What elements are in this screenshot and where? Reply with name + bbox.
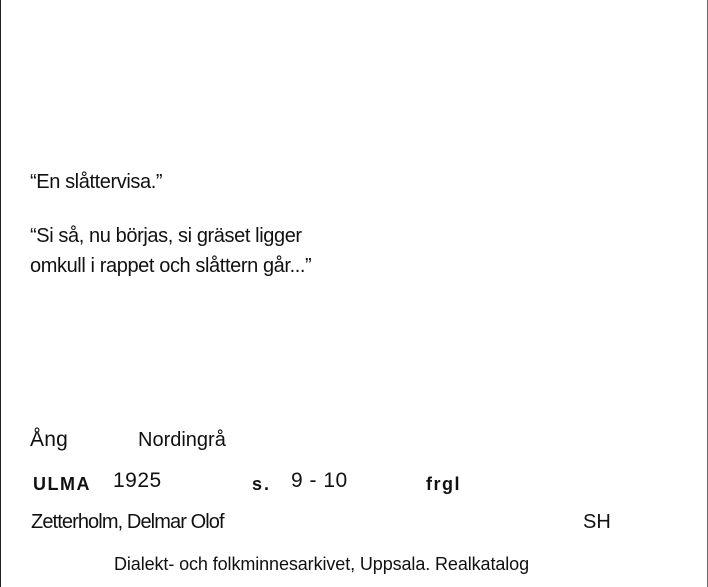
verse-line-1: “Si så, nu börjas, si gräset ligger — [30, 225, 302, 247]
archive-code: ULMA — [33, 474, 91, 494]
page-range: 9 - 10 — [291, 469, 348, 492]
card-left-edge — [0, 0, 1, 587]
card-title: “En slåttervisa.” — [30, 171, 163, 193]
verse-line-2: omkull i rappet och slåttern går...” — [30, 255, 312, 277]
recorder-initials: SH — [583, 511, 611, 533]
place-name: Nordingrå — [138, 429, 226, 451]
archive-footer: Dialekt- och folkminnesarkivet, Uppsala. Realkatalog — [114, 554, 529, 574]
label-ang: Ång — [30, 428, 68, 451]
label-pages: s. — [252, 474, 272, 494]
record-year: 1925 — [113, 469, 162, 492]
informant-name: Zetterholm, Delmar Olof — [31, 511, 224, 533]
tag-frgl: frgl — [426, 474, 461, 494]
